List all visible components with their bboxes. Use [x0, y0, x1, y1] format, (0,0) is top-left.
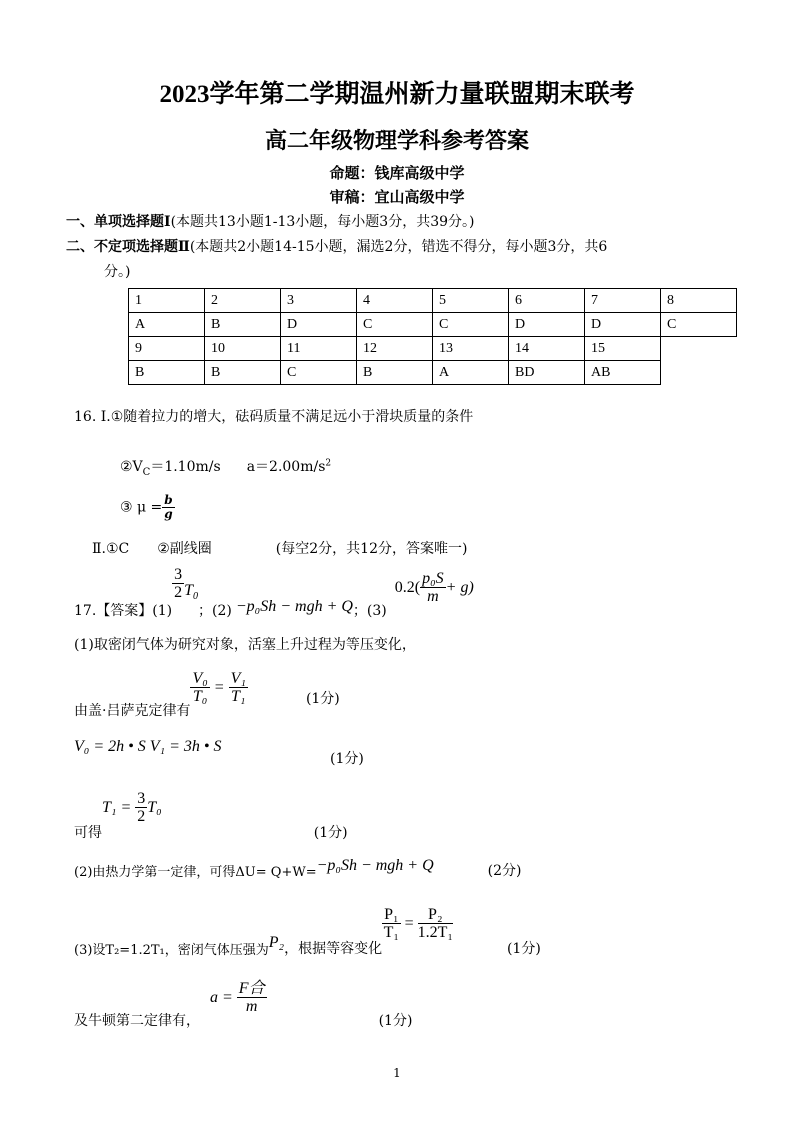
ans3-pre: 0.2( — [394, 578, 421, 596]
table-cell: 12 — [357, 337, 433, 361]
step6-text: (3)设T₂=1.2T₁，密闭气体压强为 — [74, 943, 269, 958]
t1-var: T₀ — [147, 798, 162, 816]
table-row — [129, 289, 737, 313]
q16-line1: 16. Ⅰ.①随着拉力的增大，砝码质量不满足远小于滑块质量的条件 — [74, 409, 474, 425]
table-cell: 1 — [129, 289, 205, 313]
q16-line2 — [120, 456, 331, 478]
q16-ii-2: ②副线圈 — [157, 541, 212, 557]
table-cell: 11 — [281, 337, 357, 361]
q16-line3 — [120, 494, 175, 521]
section-1 — [66, 211, 474, 231]
author: 命题：钱库高级中学 — [329, 164, 465, 182]
table-cell: C — [281, 361, 357, 385]
ans2: −p₀Sh − mgh + Q — [235, 598, 353, 615]
table-cell: B — [357, 361, 433, 385]
ans1-den: 2 — [174, 584, 183, 602]
table-cell: 7 — [585, 289, 661, 313]
q17-step4 — [74, 789, 348, 842]
eq-rden: T₁ — [231, 688, 246, 706]
mu-num: b — [164, 493, 173, 507]
table-cell: 8 — [661, 289, 737, 313]
q17-part2: ；(2) — [198, 603, 232, 619]
eq-lden: T₀ — [192, 688, 208, 706]
empty-cell — [661, 361, 737, 385]
q17-step1: (1)取密闭气体为研究对象，活塞上升过程为等压变化， — [74, 637, 416, 653]
table-cell: 4 — [357, 289, 433, 313]
table-cell: BD — [509, 361, 585, 385]
ans3-post: + g) — [445, 578, 474, 596]
eq-lnum: V₀ — [192, 669, 208, 687]
vc-sub: C — [142, 466, 151, 478]
q17-answer — [74, 565, 474, 620]
table-cell: C — [357, 313, 433, 337]
a-num: F合 — [238, 979, 265, 997]
table-cell: D — [585, 313, 661, 337]
table-cell: D — [509, 313, 585, 337]
q17-step2: 由盖·吕萨克定律有 V₀ T₀ = V₁ T₁ (1分) — [74, 669, 340, 719]
q17-step6: (3)设T₂=1.2T₁，密闭气体压强为 P₂ ，根据等容变化 P₁ T₁ = P₂ 1.2T₁ (1分) — [74, 905, 541, 958]
q16-line4 — [92, 538, 467, 558]
eq-rnum: V₁ — [230, 669, 246, 687]
score-5: (1分) — [506, 941, 541, 957]
table-cell: 2 — [205, 289, 281, 313]
step7-text: 及牛顿第二定律有， — [74, 1013, 200, 1029]
section-2 — [66, 236, 607, 256]
step2-text: 由盖·吕萨克定律有 — [74, 703, 191, 719]
page-number: 1 — [393, 1066, 401, 1080]
t1-den: 2 — [137, 808, 146, 826]
table-row — [129, 337, 737, 361]
step6-text-b: ，根据等容变化 — [284, 941, 383, 957]
q17-label: 17.【答案】(1) — [74, 603, 173, 619]
q17-step3: V₀ = 2h • S V₁ = 3h • S — [74, 738, 222, 755]
t1-num: 3 — [137, 789, 146, 807]
acc-value: a＝2.00m/s — [246, 459, 326, 475]
p2-var: P₂ — [268, 934, 285, 951]
table-cell: 9 — [129, 337, 205, 361]
answer-table — [128, 288, 737, 385]
table-cell: 14 — [509, 337, 585, 361]
q16-score-note: (每空2分，共12分，答案唯一) — [275, 541, 468, 557]
table-cell: B — [205, 361, 281, 385]
table-cell: AB — [585, 361, 661, 385]
ans3-den: m — [427, 588, 439, 606]
reviewer: 审稿：宜山高级中学 — [329, 188, 465, 206]
table-cell: A — [129, 313, 205, 337]
empty-cell — [661, 337, 737, 361]
score-6: (1分) — [378, 1013, 413, 1029]
score-4: (2分) — [487, 863, 522, 879]
step4-text: 可得 — [74, 825, 102, 841]
ans1-sub: 0 — [193, 591, 199, 602]
table-cell: D — [281, 313, 357, 337]
section-2-heading: 二、不定项选择题Ⅱ — [66, 239, 190, 255]
ans1-num: 3 — [174, 565, 183, 583]
table-cell: 5 — [433, 289, 509, 313]
table-row — [129, 361, 737, 385]
section-2-note-cont: 分。) — [104, 264, 131, 280]
table-cell: C — [661, 313, 737, 337]
mu-label: ③ μ = — [120, 499, 163, 516]
score-3: (1分) — [313, 825, 348, 841]
vc-value: ＝1.10m/s — [150, 459, 221, 475]
table-row — [129, 313, 737, 337]
score-1: (1分) — [305, 691, 340, 707]
doc-subtitle: 高二年级物理学科参考答案 — [264, 128, 529, 154]
t1-eq: T₁ = — [102, 798, 132, 816]
vc-label: ②V — [120, 459, 143, 475]
table-cell: 15 — [585, 337, 661, 361]
p-rnum: P₂ — [418, 906, 453, 925]
table-cell: 10 — [205, 337, 281, 361]
table-cell: B — [129, 361, 205, 385]
p-rden: 1.2T₁ — [417, 924, 453, 942]
step5-eq: −p₀Sh − mgh + Q — [316, 857, 434, 874]
table-cell: C — [433, 313, 509, 337]
table-cell: 3 — [281, 289, 357, 313]
ans3-num: p₀S — [422, 569, 444, 587]
doc-title: 2023学年第二学期温州新力量联盟期末联考 — [159, 81, 635, 108]
p-lnum: P₁ — [384, 905, 399, 923]
q17-part3: ；(3) — [352, 603, 387, 619]
section-1-heading: 一、单项选择题Ⅰ — [66, 214, 171, 230]
p-lden: T₁ — [383, 924, 400, 942]
q17-step7 — [74, 980, 412, 1030]
ans1-var: T — [184, 581, 194, 599]
table-cell: 6 — [509, 289, 585, 313]
a-eq: a = — [210, 988, 233, 1006]
step5-text: (2)由热力学第一定律，可得ΔU= Q+W= — [74, 864, 317, 880]
table-cell: B — [205, 313, 281, 337]
a-den: m — [245, 998, 258, 1016]
q16-ii-1: Ⅱ.①C — [92, 541, 130, 557]
table-cell: 13 — [433, 337, 509, 361]
acc-sup: 2 — [325, 458, 332, 469]
mu-den: g — [164, 507, 173, 522]
score-2: (1分) — [330, 751, 364, 767]
q17-step5 — [74, 857, 522, 880]
section-1-note: (本题共13小题1-13小题，每小题3分，共39分。) — [170, 214, 475, 230]
section-2-note: (本题共2小题14-15小题，漏选2分，错选不得分，每小题3分，共6 — [189, 239, 608, 255]
table-cell: A — [433, 361, 509, 385]
